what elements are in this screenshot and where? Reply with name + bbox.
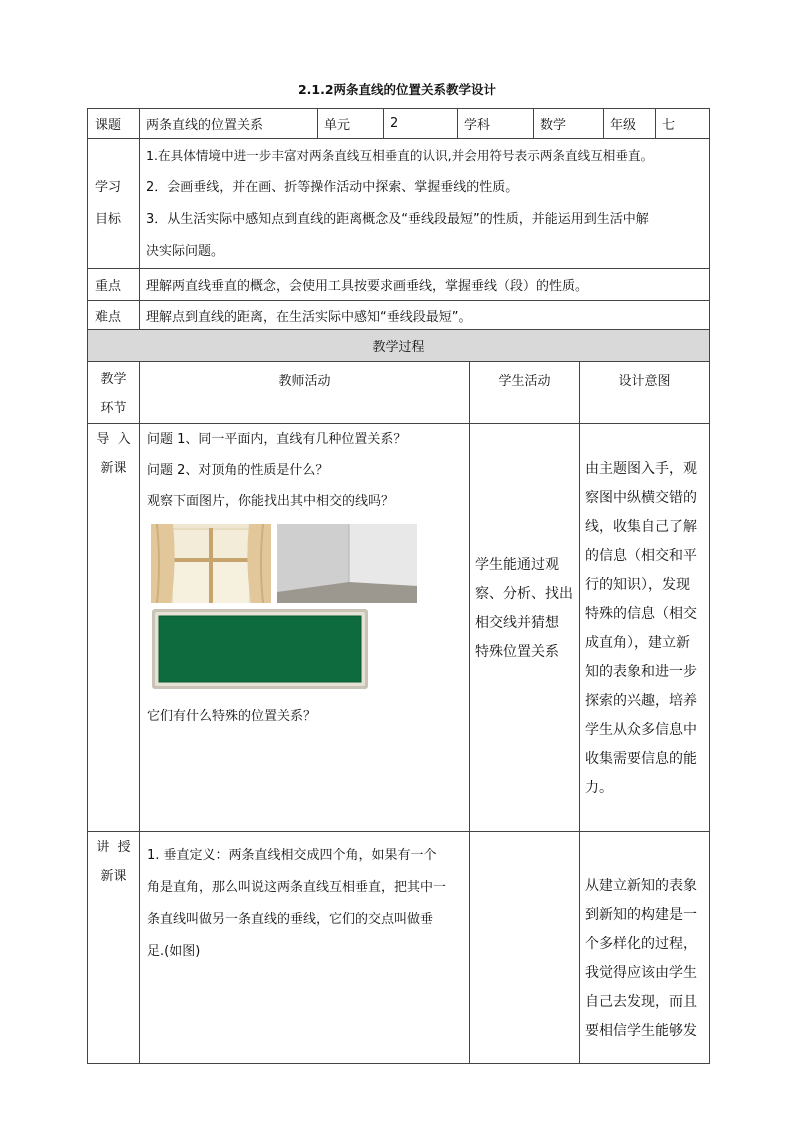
lecture-intent-line-3: 个多样化的过程， bbox=[585, 936, 697, 952]
lecture-student bbox=[470, 832, 580, 1064]
unit-value: 2 bbox=[384, 109, 458, 139]
intro-intent-line-2: 察图中纵横交错的 bbox=[585, 490, 697, 506]
difficult-value: 理解点到直线的距离，在生活实际中感知“垂线段最短”。 bbox=[140, 301, 710, 331]
intro-stage: 导 入 新课 bbox=[88, 424, 140, 832]
course-label: 课题 bbox=[88, 109, 140, 139]
process-table bbox=[87, 329, 710, 1064]
intro-question-2: 问题 2、对顶角的性质是什么？ bbox=[147, 463, 329, 478]
info-table bbox=[87, 108, 710, 331]
lecture-intent-line-4: 我觉得应该由学生 bbox=[585, 965, 697, 981]
intro-question-1: 问题 1、同一平面内，直线有几种位置关系？ bbox=[147, 432, 407, 447]
intro-student-line-4: 特殊位置关系 bbox=[475, 644, 559, 660]
lecture-intent-line-5: 自己去发现，而且 bbox=[585, 994, 697, 1010]
goal-4: 决实际问题。 bbox=[146, 244, 225, 259]
intro-intent-line-7: 成直角），建立新 bbox=[585, 635, 690, 651]
subject-value: 数学 bbox=[534, 109, 604, 139]
intro-intent-line-3: 线，收集自己了解 bbox=[585, 519, 697, 535]
lecture-stage: 讲 授 新课 bbox=[88, 832, 140, 1064]
lecture-line-4: 足.(如图) bbox=[147, 944, 201, 959]
intro-intent-line-1: 由主题图入手，观 bbox=[585, 461, 697, 477]
goals-cell bbox=[140, 139, 710, 269]
unit-label: 单元 bbox=[318, 109, 384, 139]
intro-student-line-3: 相交线并猜想 bbox=[475, 615, 559, 631]
window-image bbox=[151, 524, 271, 603]
intro-intent-line-6: 特殊的信息（相交 bbox=[585, 606, 697, 622]
intro-student-line-1: 学生能通过观 bbox=[475, 557, 559, 573]
intro-intent-line-11: 收集需要信息的能 bbox=[585, 751, 697, 767]
intro-teacher bbox=[140, 424, 470, 832]
col-student-header: 学生活动 bbox=[470, 362, 580, 424]
course-value: 两条直线的位置关系 bbox=[140, 109, 318, 139]
intro-student-line-2: 察、分析、找出 bbox=[475, 586, 573, 602]
col-intent-header: 设计意图 bbox=[580, 362, 710, 424]
goal-1: 1.在具体情境中进一步丰富对两条直线互相垂直的认识,并会用符号表示两条直线互相垂直。 bbox=[146, 148, 654, 163]
lecture-intent bbox=[580, 832, 710, 1064]
intro-question-special: 它们有什么特殊的位置关系？ bbox=[147, 709, 317, 724]
lecture-intent-line-1: 从建立新知的表象 bbox=[585, 878, 697, 894]
lecture-line-1: 1. 垂直定义：两条直线相交成四个角，如果有一个 bbox=[147, 848, 437, 863]
goal-2: 2．会画垂线，并在画、折等操作活动中探索、掌握垂线的性质。 bbox=[146, 180, 519, 195]
subject-label: 学科 bbox=[458, 109, 534, 139]
lecture-line-2: 角是直角，那么叫说这两条直线互相垂直，把其中一 bbox=[147, 880, 447, 895]
key-label: 重点 bbox=[88, 269, 140, 301]
difficult-label: 难点 bbox=[88, 301, 140, 331]
goals-label: 学习 目标 bbox=[88, 139, 140, 269]
intro-intent-line-9: 探索的兴趣，培养 bbox=[585, 693, 697, 709]
intro-intent-line-10: 学生从众多信息中 bbox=[585, 722, 697, 738]
grade-label: 年级 bbox=[604, 109, 656, 139]
intro-intent-line-5: 行的知识），发现 bbox=[585, 577, 690, 593]
lecture-intent-line-6: 要相信学生能够发 bbox=[585, 1023, 697, 1039]
intro-intent-line-4: 的信息（相交和平 bbox=[585, 548, 697, 564]
intro-observe: 观察下面图片，你能找出其中相交的线吗？ bbox=[147, 494, 395, 509]
blackboard-image bbox=[152, 609, 368, 689]
intro-student bbox=[470, 424, 580, 832]
room-corner-image bbox=[277, 524, 417, 603]
intro-intent bbox=[580, 424, 710, 832]
col-stage-header: 教学 环节 bbox=[88, 362, 140, 424]
intro-intent-line-8: 知的表象和进一步 bbox=[585, 664, 697, 680]
document-title: 2.1.2两条直线的位置关系教学设计 bbox=[297, 82, 497, 97]
lecture-intent-line-2: 到新知的构建是一 bbox=[585, 907, 697, 923]
lecture-line-3: 条直线叫做另一条直线的垂线，它们的交点叫做垂 bbox=[147, 912, 434, 927]
process-header: 教学过程 bbox=[88, 330, 710, 362]
goal-3: 3．从生活实际中感知点到直线的距离概念及“垂线段最短”的性质，并能运用到生活中解 bbox=[146, 212, 649, 227]
grade-value: 七 bbox=[656, 109, 710, 139]
col-teacher-header: 教师活动 bbox=[140, 362, 470, 424]
intro-intent-line-12: 力。 bbox=[585, 780, 613, 796]
lecture-teacher bbox=[140, 832, 470, 1064]
key-value: 理解两直线垂直的概念，会使用工具按要求画垂线，掌握垂线（段）的性质。 bbox=[140, 269, 710, 301]
